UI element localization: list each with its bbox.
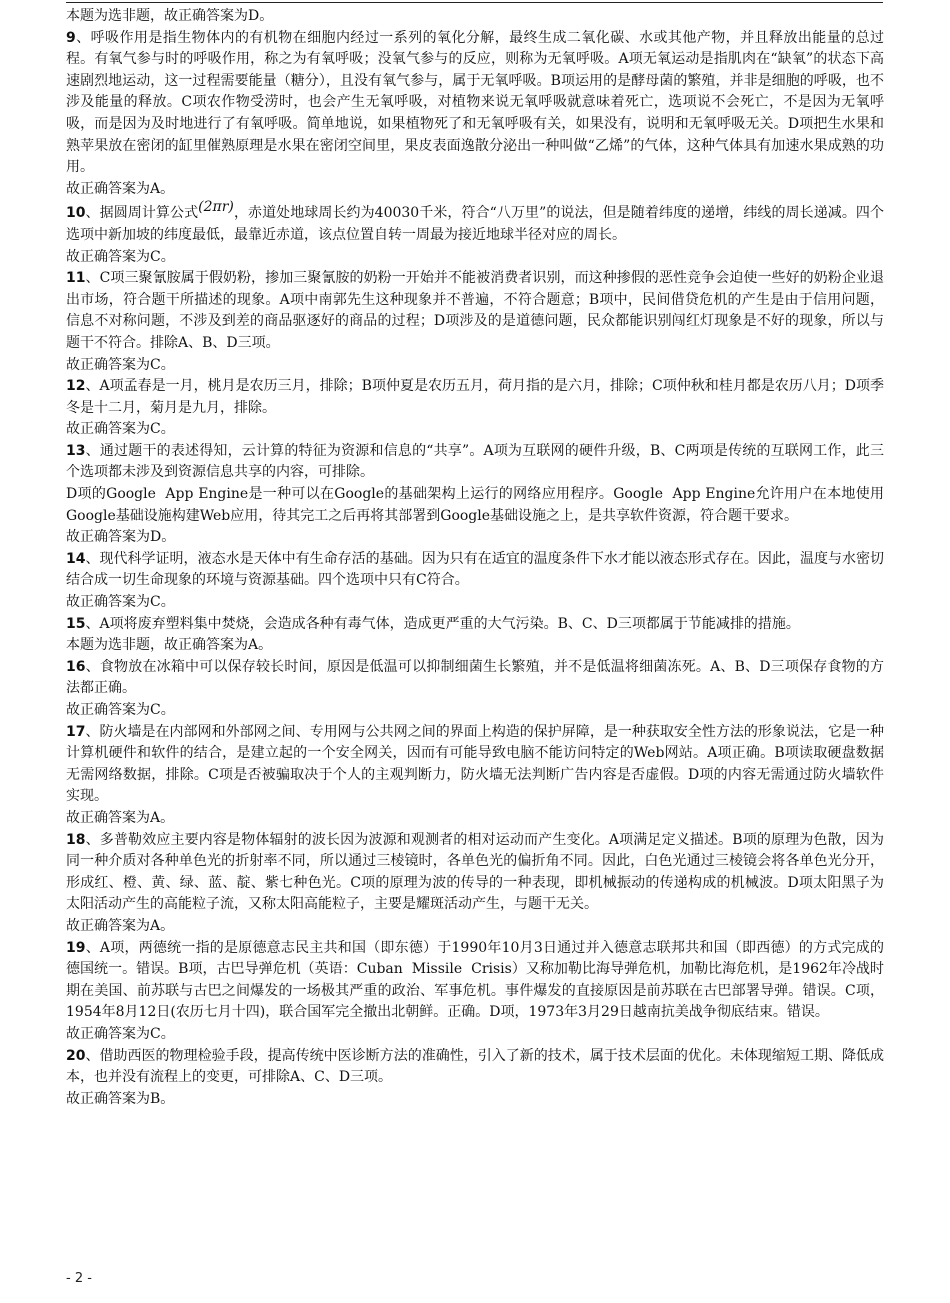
answer-line: 故正确答案为A。 — [66, 917, 175, 934]
explanation-text: 18、多普勒效应主要内容是物体辐射的波长因为波源和观测者的相对运动而产生变化。A项满足定义描述。B项的原理为色散，因为同一种介质对各种单色光的折射率不同，所以通过三棱镜时，各单色光的偏折角不同。因此，白色光通过三棱镜会将各单色光分开，形成红、橙、黄、绿、蓝、靛、紫七种色光。C项的原理为波的传导的一种表现，即机械振动的传递构成的机械波。D项太阳黑子为太阳活动产生的高能粒子流，又称太阳高能粒子，主要是耀斑活动产生，与题干无关。 — [66, 831, 884, 913]
answer-line: 故正确答案为C。 — [66, 421, 175, 438]
answer-line: 故正确答案为C。 — [66, 702, 175, 718]
answer-line: 本题为选非题，故正确答案为A。 — [66, 637, 273, 654]
question-17 — [66, 722, 884, 830]
question-13 — [66, 441, 884, 549]
answer-line: 故正确答案为A。 — [66, 809, 175, 826]
question-14 — [66, 549, 884, 614]
explanation-text: 13、通过题干的表述得知，云计算的特征为资源和信息的“共享”。A项为互联网的硬件升级，B、C两项是传统的互联网工作，此三个选项都未涉及到资源信息共享的内容，可排除。 — [66, 442, 884, 481]
question-15 — [66, 614, 884, 657]
explanation-text: 11、C项三聚氰胺属于假奶粉，掺加三聚氰胺的奶粉一开始并不能被消费者识别，而这种掺假的恶性竞争会迫使一些好的奶粉企业退出市场，符合题干所描述的现象。A项中南郭先生这种现象并不普遍，不符合题意；B项中，民间借贷危机的产生是由于信用问题，信息不对称问题，不涉及到差的商品驱逐好的商品的过程；D项涉及的是道德问题，民众都能识别闯红灯现象是不好的现象，所以与题干不符合。排除A、B、D三项。 — [66, 270, 884, 351]
question-18 — [66, 830, 884, 938]
explanation-text: 19、A项，两德统一指的是原德意志民主共和国（即东德）于1990年10月3日通过并入德意志联邦共和国（即西德）的方式完成的德国统一。错误。B项，古巴导弹危机（英语：Cuban Missile Crisis）又称加勒比海导弹危机，加勒比海危机，是1962年冷战时期在美国、前苏联与古巴之间爆发的一场极其严重的政治、军事危机。事件爆发的直接原因是前苏联在古巴部署导弹。错误。C项，1954年8月12日(农历七月十四)，联合国军完全撤出北朝鲜。正确。D项，1973年3月29日越南抗美战争彻底结束。错误。 — [66, 939, 884, 1021]
question-number: 17 — [66, 723, 86, 740]
question-number: 15 — [66, 615, 86, 632]
explanation-text: 20、借助西医的物理检验手段，提高传统中医诊断方法的准确性，引入了新的技术，属于技术层面的优化。未体现缩短工期、降低成本，也并没有流程上的变更，可排除A、C、D三项。 — [66, 1047, 884, 1086]
question-number: 9 — [66, 29, 76, 46]
question-number: 12 — [66, 378, 86, 395]
circumference-formula: (2πr) — [198, 199, 234, 216]
answer-line: 故正确答案为C。 — [66, 594, 175, 611]
question-16 — [66, 657, 884, 722]
explanation-text-continued: D项的Google App Engine是一种可以在Google的基础架构上运行的网络应用程序。Google App Engine允许用户在本地使用Google基础设施构建Web应用，待其完工之后再将其部署到Google基础设施之上，是共享软件资源，符合题干要求。 — [66, 486, 884, 524]
answer-line: 故正确答案为C。 — [66, 248, 175, 265]
answer-explanations — [66, 6, 884, 1110]
question-number: 13 — [66, 442, 86, 459]
question-number: 11 — [66, 270, 86, 287]
question-10 — [66, 199, 884, 268]
page-number: - 2 - — [66, 1271, 92, 1286]
question-number: 20 — [66, 1047, 86, 1064]
answer-line: 故正确答案为D。 — [66, 529, 176, 546]
question-20 — [66, 1046, 884, 1111]
answer-line: 故正确答案为C。 — [66, 356, 175, 373]
question-9 — [66, 28, 884, 201]
explanation-text: 9、呼吸作用是指生物体内的有机物在细胞内经过一系列的氧化分解，最终生成二氧化碳、水或其他产物，并且释放出能量的总过程。有氧气参与时的呼吸作用，称之为有氧呼吸；没氧气参与的反应，则称为无氧呼吸。A项无氧运动是指肌肉在“缺氧”的状态下高速剧烈地运动，这一过程需要能量（糖分），且没有氧气参与，属于无氧呼吸。B项运用的是酵母菌的繁殖，并非是细胞的呼吸，也不涉及能量的释放。C项农作物受涝时，也会产生无氧呼吸，对植物来说无氧呼吸就意味着死亡，选项说不会死亡，不是因为无氧呼吸，而是因为及时地进行了有氧呼吸。简单地说，如果植物死了和无氧呼吸有关，如果没有，说明和无氧呼吸无关。D项把生水果和熟苹果放在密闭的缸里催熟原理是水果在密闭空间里，果皮表面逸散分泌出一种叫做“乙烯”的气体，这种气体具有加速水果成熟的功用。 — [66, 29, 884, 176]
intro-answer: 本题为选非题，故正确答案为D。 — [66, 8, 274, 24]
answer-line: 故正确答案为A。 — [66, 180, 175, 197]
explanation-text: 10、据圆周计算公式(2πr)，赤道处地球周长约为40030千米，符合“八万里”的说法，但是随着纬度的递增，纬线的周长递减。四个选项中新加坡的纬度最低，最靠近赤道，该点位置自转一周最为接近地球半径对应的周长。 — [66, 199, 884, 243]
explanation-text: 14、现代科学证明，液态水是天体中有生命存活的基础。因为只有在适宜的温度条件下水才能以液态形式存在。因此，温度与水密切结合成一切生命现象的环境与资源基础。四个选项中只有C符合。 — [66, 550, 884, 589]
explanation-text: 15、A项将废弃塑料集中焚烧，会造成各种有毒气体，造成更严重的大气污染。B、C、D三项都属于节能减排的措施。 — [66, 615, 800, 632]
question-number: 16 — [66, 658, 86, 675]
question-number: 14 — [66, 550, 86, 567]
question-19 — [66, 938, 884, 1046]
answer-line: 故正确答案为C。 — [66, 1025, 175, 1042]
question-number: 18 — [66, 831, 86, 848]
explanation-text: 17、防火墙是在内部网和外部网之间、专用网与公共网之间的界面上构造的保护屏障，是一种获取安全性方法的形象说法，它是一种计算机硬件和软件的结合，是建立起的一个安全网关，因而有可能导致电脑不能访问特定的Web网站。A项正确。B项读取硬盘数据无需网络数据，排除。C项是否被骗取决于个人的主观判断力，防火墙无法判断广告内容是否虚假。D项的内容无需通过防火墙软件实现。 — [66, 723, 884, 805]
header-rule — [66, 2, 883, 3]
answer-line: 故正确答案为B。 — [66, 1090, 175, 1107]
question-11 — [66, 268, 884, 376]
explanation-text: 12、A项孟春是一月，桃月是农历三月，排除；B项仲夏是农历五月，荷月指的是六月，排除；C项仲秋和桂月都是农历八月；D项季冬是十二月，菊月是九月，排除。 — [66, 378, 884, 416]
question-number: 19 — [66, 939, 86, 956]
question-number: 10 — [66, 205, 86, 222]
question-12 — [66, 376, 884, 441]
explanation-text: 16、食物放在冰箱中可以保存较长时间，原因是低温可以抑制细菌生长繁殖，并不是低温将细菌冻死。A、B、D三项保存食物的方法都正确。 — [66, 658, 884, 697]
